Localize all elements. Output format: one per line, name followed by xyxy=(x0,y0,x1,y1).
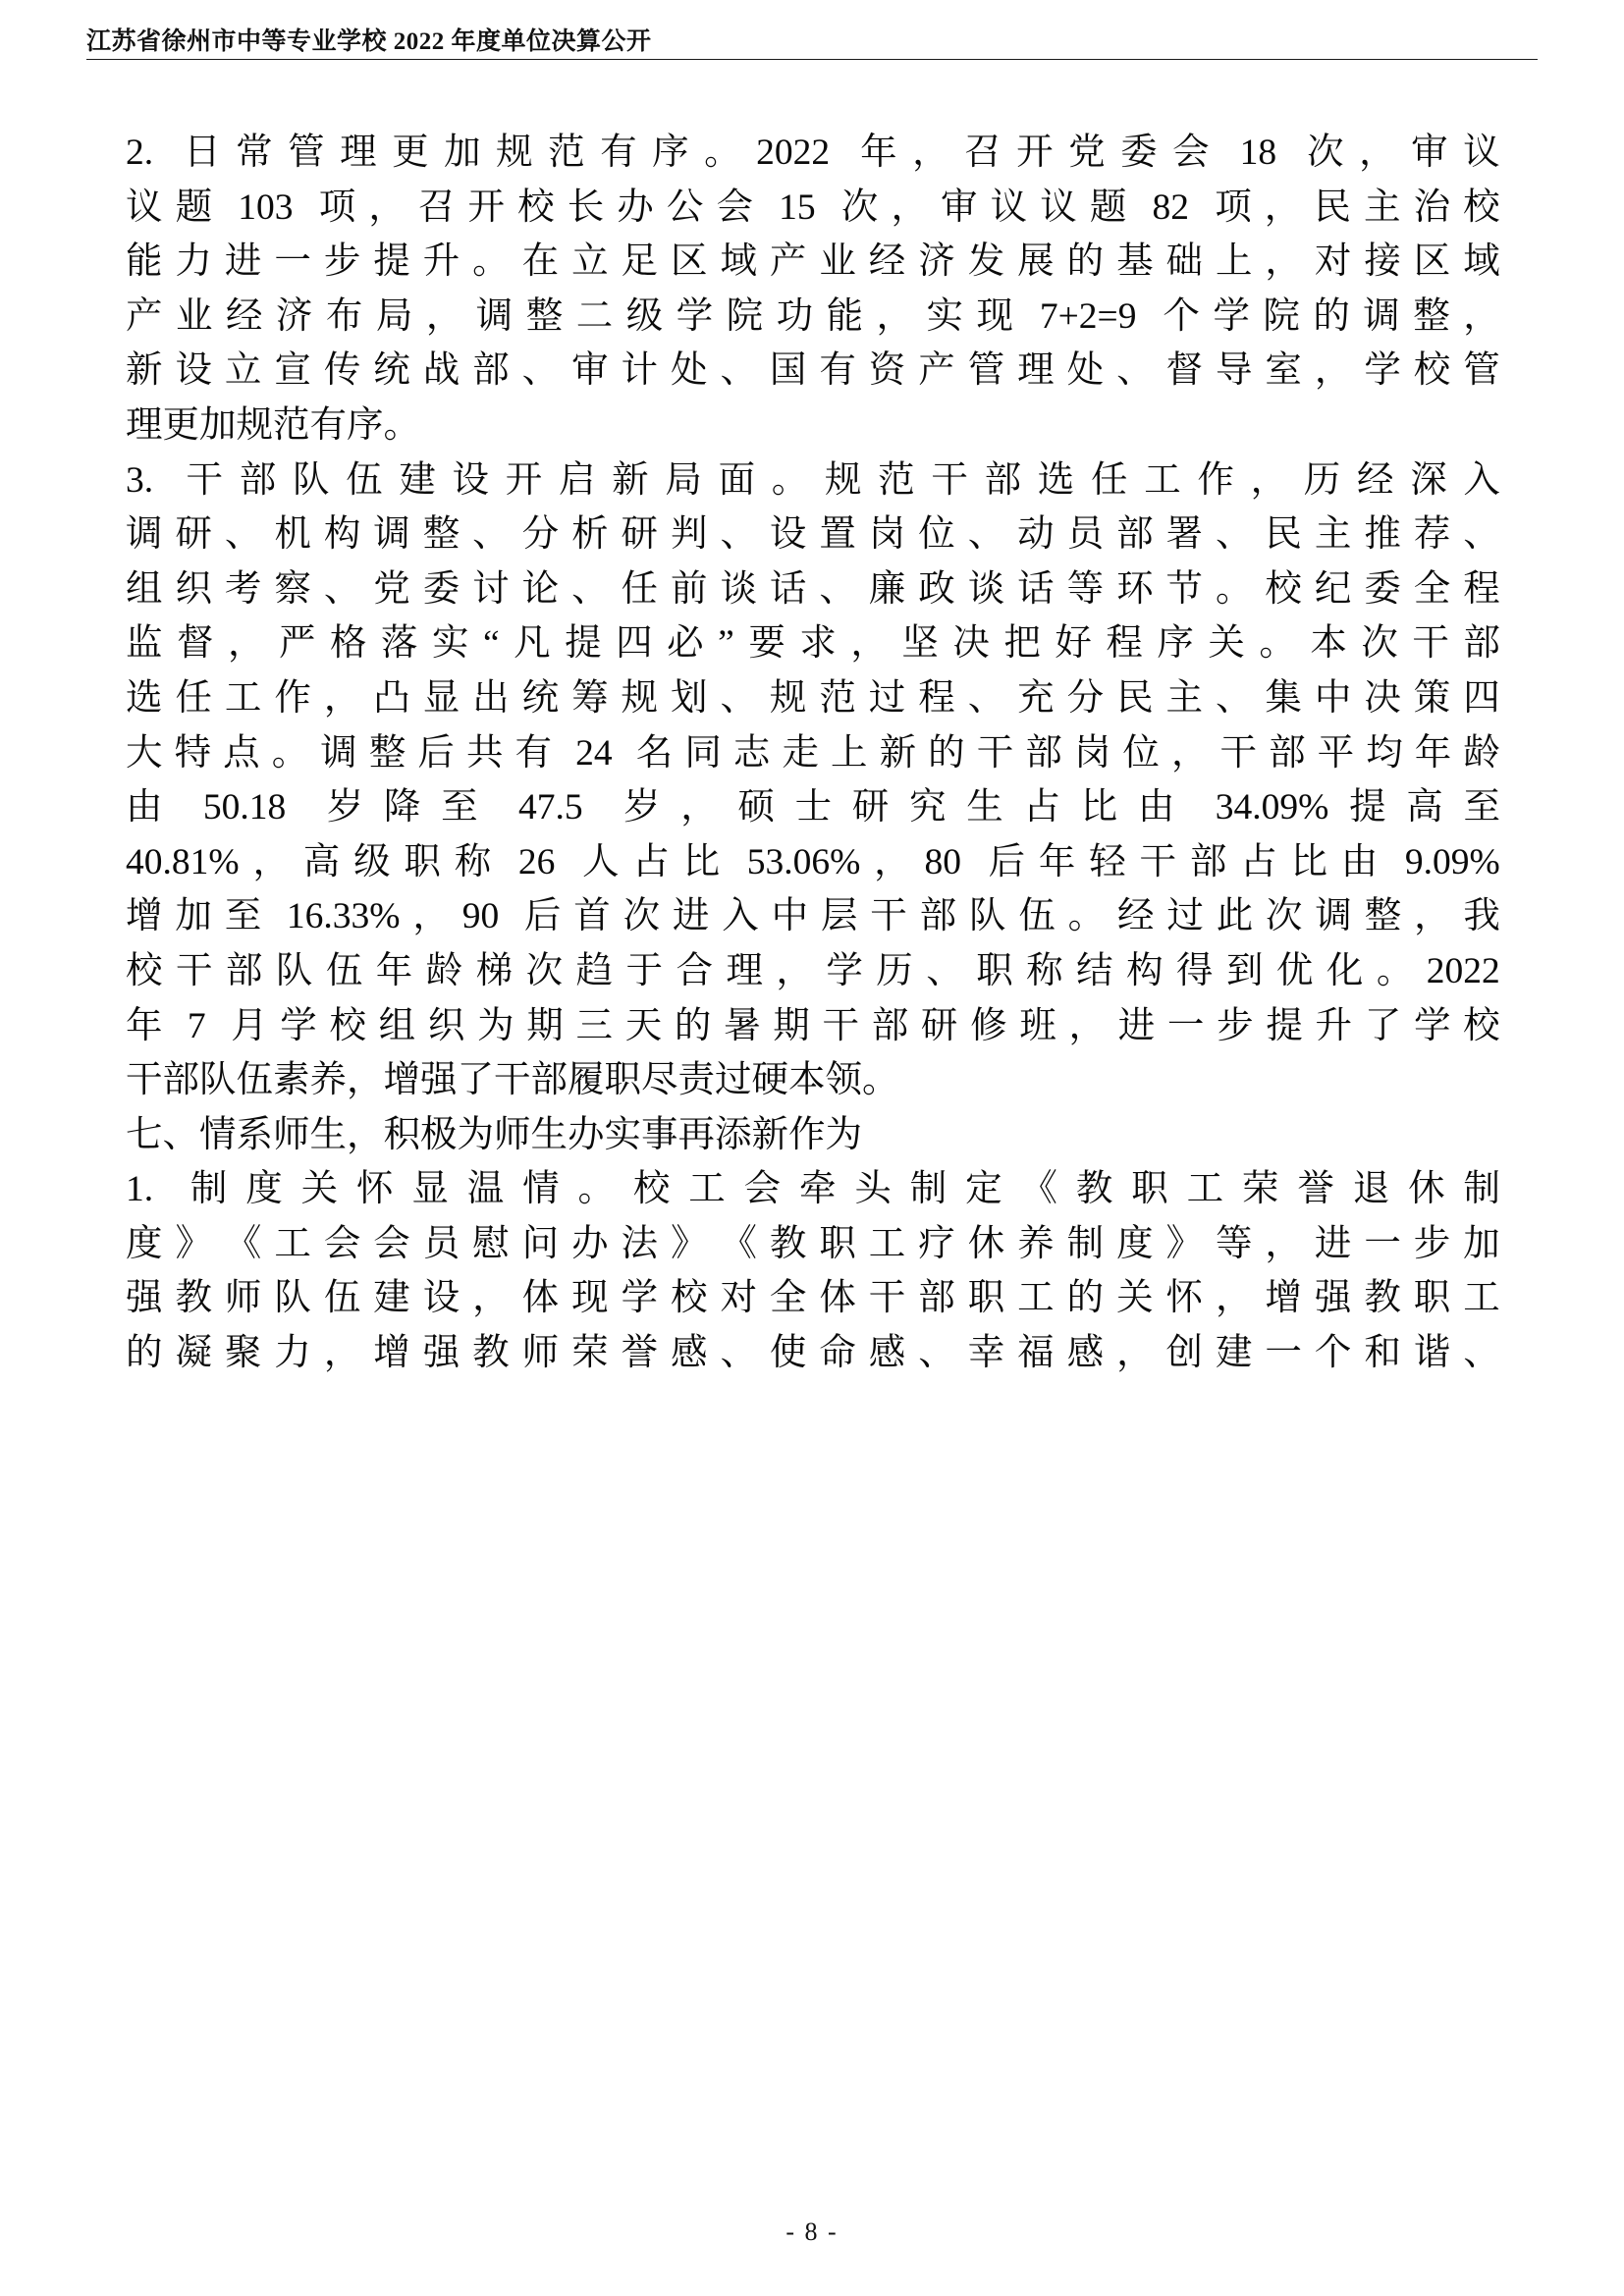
text-line: 度 》 《 工 会 会 员 慰 问 办 法 》 《 教 职 工 疗 休 养 制 度 》 等 ， 进 一 步 加 xyxy=(126,1223,1500,1264)
text-line: 监 督 ， 严 格 落 实 “ 凡 提 四 必 ” 要 求 ， 坚 决 把 好 程 序 关 。 本 次 干 部 xyxy=(126,623,1500,665)
text-line: 能 力 进 一 步 提 升 。 在 立 足 区 域 产 业 经 济 发 展 的 基 础 上 ， 对 接 区 域 xyxy=(126,241,1500,283)
paragraph-cadre-team xyxy=(126,454,1500,1108)
text-line: 议 题 103 项 ， 召 开 校 长 办 公 会 15 次 ， 审 议 议 题 82 项 ， 民 主 治 校 xyxy=(126,187,1500,228)
text-line: 3. 干 部 队 伍 建 设 开 启 新 局 面 。 规 范 干 部 选 任 工 作 ， 历 经 深 入 xyxy=(126,459,1500,501)
text-line: 1. 制 度 关 怀 显 温 情 。 校 工 会 牵 头 制 定 《 教 职 工 荣 誉 退 休 制 xyxy=(126,1169,1500,1210)
text-line: 理更加规范有序。 xyxy=(126,404,420,446)
text-line: 调 研 、 机 构 调 整 、 分 析 研 判 、 设 置 岗 位 、 动 员 部 署 、 民 主 推 荐 、 xyxy=(126,514,1500,556)
running-header xyxy=(0,0,1624,69)
text-line: 的 凝 聚 力 ， 增 强 教 师 荣 誉 感 、 使 命 感 、 幸 福 感 ， 创 建 一 个 和 谐 、 xyxy=(126,1333,1500,1374)
paragraph-section-seven-heading xyxy=(126,1108,1500,1163)
text-line: 强 教 师 队 伍 建 设 ， 体 现 学 校 对 全 体 干 部 职 工 的 关 怀 ， 增 强 教 职 工 xyxy=(126,1278,1500,1319)
page-footer xyxy=(0,2178,1624,2296)
running-header-title: 江苏省徐州市中等专业学校 2022 年度单位决算公开 xyxy=(86,28,652,55)
header-divider-rule xyxy=(86,59,1538,60)
text-line: 产 业 经 济 布 局 ， 调 整 二 级 学 院 功 能 ， 实 现 7+2=9 个 学 院 的 调 整 ， xyxy=(126,295,1500,337)
text-line: 年 7 月 学 校 组 织 为 期 三 天 的 暑 期 干 部 研 修 班 ， 进 一 步 提 升 了 学 校 xyxy=(126,1005,1500,1046)
document-body xyxy=(126,126,1500,1381)
text-line: 干部队伍素养，增强了干部履职尽责过硬本领。 xyxy=(126,1060,899,1101)
paragraph-daily-management xyxy=(126,126,1500,454)
text-line: 组 织 考 察 、 党 委 讨 论 、 任 前 谈 话 、 廉 政 谈 话 等 环 节 。 校 纪 委 全 程 xyxy=(126,568,1500,610)
text-line: 大 特 点 。 调 整 后 共 有 24 名 同 志 走 上 新 的 干 部 岗 位 ， 干 部 平 均 年 龄 xyxy=(126,732,1500,774)
text-line: 增 加 至 16.33% ， 90 后 首 次 进 入 中 层 干 部 队 伍 。 经 过 此 次 调 整 ， 我 xyxy=(126,896,1500,937)
text-line: 由 50.18 岁 降 至 47.5 岁 ， 硕 士 研 究 生 占 比 由 34.09% 提 高 至 xyxy=(126,787,1500,828)
text-line: 新 设 立 宣 传 统 战 部 、 审 计 处 、 国 有 资 产 管 理 处 、 督 导 室 ， 学 校 管 xyxy=(126,350,1500,392)
text-line: 2. 日 常 管 理 更 加 规 范 有 序 。 2022 年 ， 召 开 党 委 会 18 次 ， 审 议 xyxy=(126,133,1500,173)
paragraph-institutional-care xyxy=(126,1162,1500,1380)
text-line: 校 干 部 队 伍 年 龄 梯 次 趋 于 合 理 ， 学 历 、 职 称 结 构 得 到 优 化 。 2022 xyxy=(126,950,1500,991)
text-line: 40.81% ， 高 级 职 称 26 人 占 比 53.06% ， 80 后 年 轻 干 部 占 比 由 9.09% xyxy=(126,841,1500,882)
section-heading-line: 七、情系师生，积极为师生办实事再添新作为 xyxy=(126,1114,862,1155)
page-number: - 8 - xyxy=(785,2217,839,2246)
text-line: 选 任 工 作 ， 凸 显 出 统 筹 规 划 、 规 范 过 程 、 充 分 民 主 、 集 中 决 策 四 xyxy=(126,677,1500,719)
